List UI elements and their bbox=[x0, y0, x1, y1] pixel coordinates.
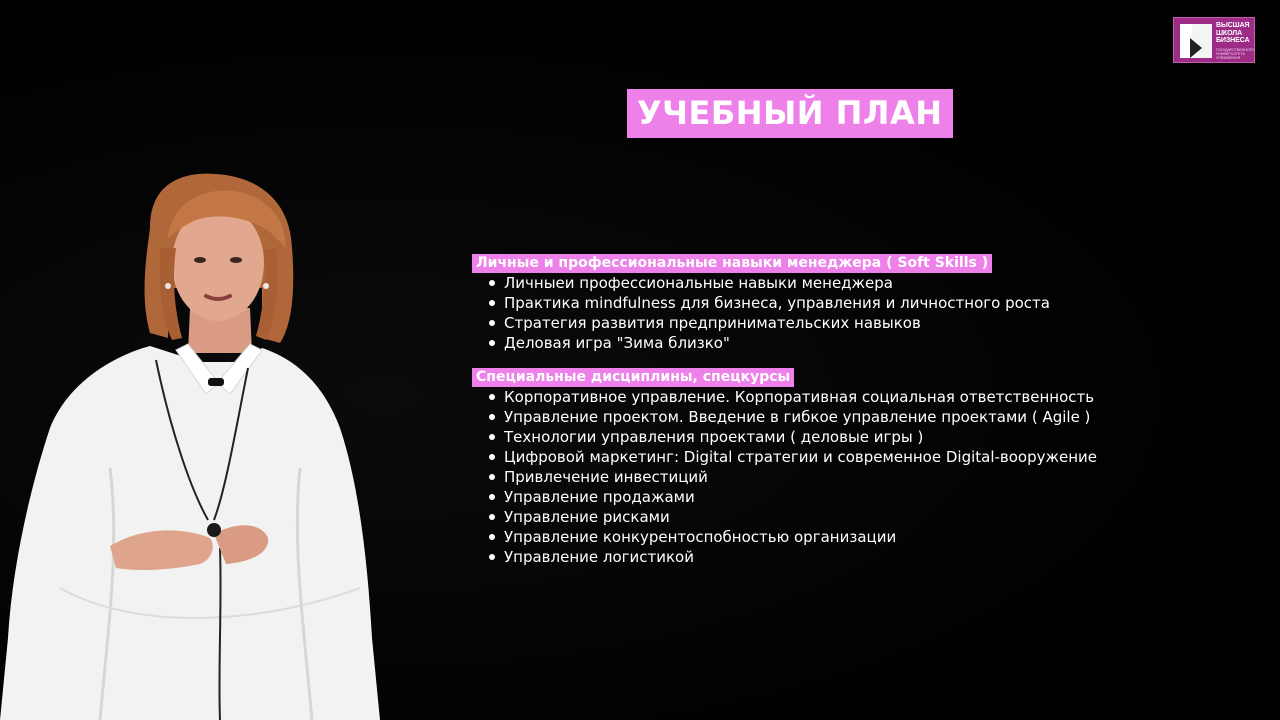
section-list-special-disciplines bbox=[488, 387, 1097, 567]
list-item bbox=[488, 293, 1050, 313]
list-item-text: Практика mindfulness для бизнеса, управления и личностного роста bbox=[504, 294, 1050, 312]
bullet-icon bbox=[489, 320, 495, 326]
list-item-text: Стратегия развития предпринимательских навыков bbox=[504, 314, 921, 332]
list-item-text: Управление конкурентоспобностью организации bbox=[504, 528, 897, 546]
list-item-text: Личныеи профессиональные навыки менеджера bbox=[504, 274, 894, 292]
logo-subline: ГОСУДАРСТВЕННОГО УНИВЕРСИТЕТА УПРАВЛЕНИЯ bbox=[1216, 48, 1255, 61]
bullet-icon bbox=[489, 434, 495, 440]
list-item bbox=[488, 273, 1050, 293]
bullet-icon bbox=[489, 414, 495, 420]
list-item-text: Деловая игра "Зима близко" bbox=[504, 334, 730, 352]
list-item bbox=[488, 313, 1050, 333]
list-item-text: Управление рисками bbox=[504, 508, 670, 526]
list-item bbox=[488, 333, 1050, 353]
list-item bbox=[488, 547, 1097, 567]
list-item bbox=[488, 427, 1097, 447]
list-item bbox=[488, 447, 1097, 467]
bullet-icon bbox=[489, 494, 495, 500]
section-heading-special-disciplines: Специальные дисциплины, спецкурсы bbox=[472, 368, 794, 387]
list-item-text: Управление логистикой bbox=[504, 548, 694, 566]
list-item bbox=[488, 387, 1097, 407]
list-item bbox=[488, 467, 1097, 487]
section-list-soft-skills bbox=[488, 273, 1050, 353]
bullet-icon bbox=[489, 300, 495, 306]
list-item bbox=[488, 507, 1097, 527]
presenter-figure bbox=[0, 168, 380, 720]
bullet-icon bbox=[489, 514, 495, 520]
list-item bbox=[488, 487, 1097, 507]
list-item-text: Привлечение инвестиций bbox=[504, 468, 708, 486]
bullet-icon bbox=[489, 474, 495, 480]
bullet-icon bbox=[489, 340, 495, 346]
slide-title: УЧЕБНЫЙ ПЛАН bbox=[627, 89, 953, 138]
bullet-icon bbox=[489, 554, 495, 560]
list-item-text: Технологии управления проектами ( деловые игры ) bbox=[504, 428, 924, 446]
list-item bbox=[488, 407, 1097, 427]
logo-emblem-icon bbox=[1180, 24, 1212, 58]
bullet-icon bbox=[489, 394, 495, 400]
list-item-text: Корпоративное управление. Корпоративная социальная ответственность bbox=[504, 388, 1095, 406]
list-item bbox=[488, 527, 1097, 547]
school-logo bbox=[1173, 17, 1255, 63]
bullet-icon bbox=[489, 280, 495, 286]
list-item-text: Управление продажами bbox=[504, 488, 695, 506]
bullet-icon bbox=[489, 534, 495, 540]
list-item-text: Управление проектом. Введение в гибкое управление проектами ( Agile ) bbox=[504, 408, 1091, 426]
logo-title: ВЫСШАЯ ШКОЛА БИЗНЕСА bbox=[1216, 22, 1250, 45]
bullet-icon bbox=[489, 454, 495, 460]
list-item-text: Цифровой маркетинг: Digital стратегии и современное Digital-вооружение bbox=[504, 448, 1098, 466]
section-heading-soft-skills: Личные и профессиональные навыки менеджера ( Soft Skills ) bbox=[472, 254, 992, 273]
